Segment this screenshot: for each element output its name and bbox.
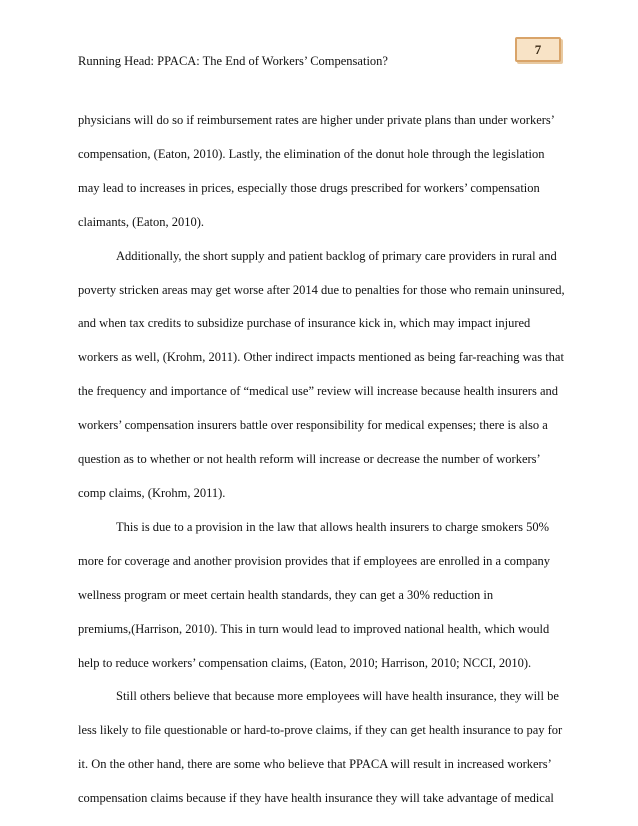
text-line: it. On the other hand, there are some who believe that PPACA will result in increased workers’ — [78, 757, 552, 772]
paragraph-1 — [78, 104, 562, 240]
text-line: poverty stricken areas may get worse after 2014 due to penalties for those who remain uninsured, — [78, 282, 565, 297]
text-line: physicians will do so if reimbursement rates are higher under private plans than under workers’ — [78, 113, 555, 127]
text-line: wellness program or meet certain health standards, they can get a 30% reduction in — [78, 587, 494, 602]
text-line: the frequency and importance of “medical use” review will increase because health insurers and — [78, 384, 558, 399]
text-line: This is due to a provision in the law that allows health insurers to charge smokers 50% — [116, 519, 550, 534]
paragraph-3 — [78, 511, 562, 681]
text-line: and when tax credits to subsidize purchase of insurance kick in, which may impact injured — [78, 316, 531, 331]
paragraph-4 — [78, 680, 562, 816]
text-line: workers as well, (Krohm, 2011). Other indirect impacts mentioned as being far-reaching was that — [78, 350, 564, 365]
text-line: less likely to file questionable or hard-to-prove claims, if they can get health insurance to pay for — [78, 723, 563, 738]
page-header — [0, 0, 638, 90]
page-number: 7 — [534, 42, 542, 57]
text-line: Additionally, the short supply and patient backlog of primary care providers in rural and — [116, 248, 557, 263]
text-line: premiums,(Harrison, 2010). This in turn would lead to improved national health, which would — [78, 621, 550, 636]
text-line: more for coverage and another provision provides that if employees are enrolled in a company — [78, 553, 551, 568]
text-line: Still others believe that because more employees will have health insurance, they will be — [116, 689, 559, 704]
text-line: question as to whether or not health reform will increase or decrease the number of workers’ — [78, 452, 541, 467]
text-line: may lead to increases in prices, especially those drugs prescribed for workers’ compensation — [78, 180, 540, 195]
running-head: Running Head: PPACA: The End of Workers’ Compensation? — [78, 54, 388, 68]
text-line: claimants, (Eaton, 2010). — [78, 214, 205, 229]
text-line: workers’ compensation insurers battle over responsibility for medical expenses; there is also a — [78, 418, 548, 433]
page-number-badge — [515, 37, 561, 62]
text-line: compensation, (Eaton, 2010). Lastly, the elimination of the donut hole through the legislation — [78, 146, 545, 161]
text-line: help to reduce workers’ compensation claims, (Eaton, 2010; Harrison, 2010; NCCI, 2010). — [78, 655, 532, 670]
text-line: comp claims, (Krohm, 2011). — [78, 485, 226, 500]
paragraph-2 — [78, 240, 565, 511]
document-body — [78, 104, 565, 816]
text-line: compensation claims because if they have health insurance they will take advantage of medical — [78, 791, 554, 806]
